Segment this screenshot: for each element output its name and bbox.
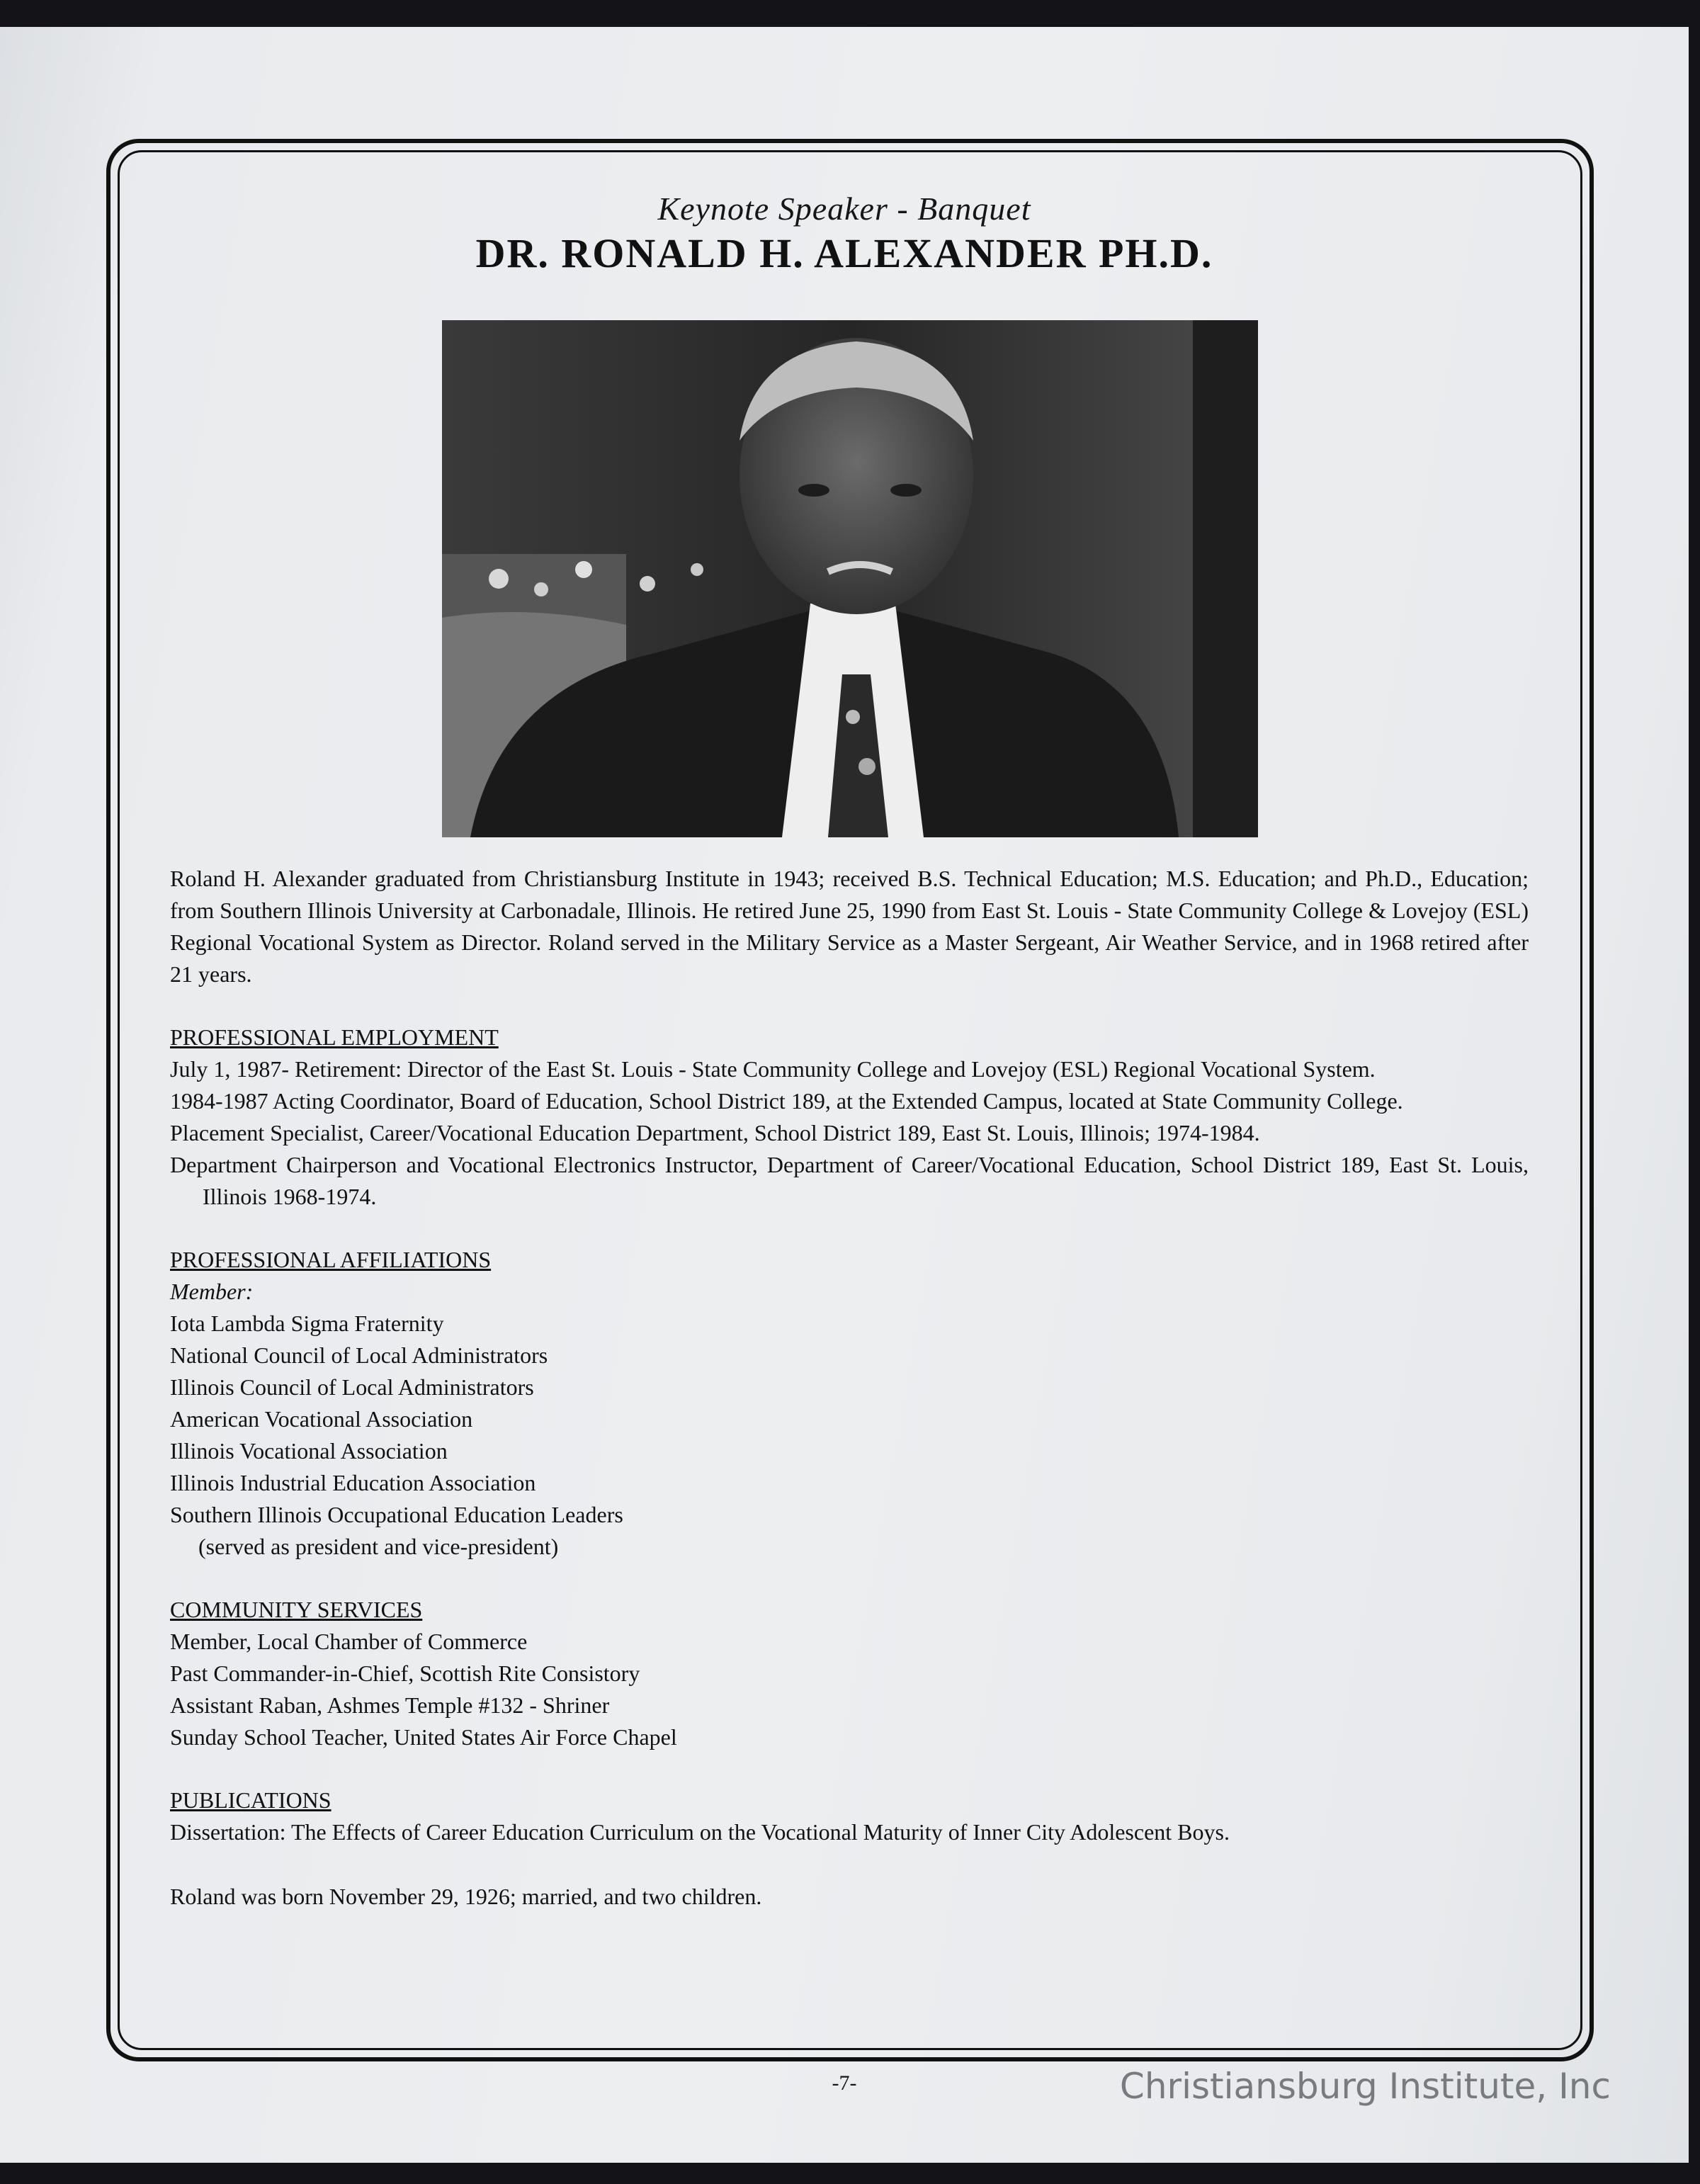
- biography-content: [170, 863, 1529, 1913]
- employment-entry: 1984-1987 Acting Coordinator, Board of Education, School District 189, at the Extended Campus, located at State Community College.: [170, 1088, 1403, 1114]
- member-label: Member:: [170, 1279, 254, 1304]
- page-subtitle: Keynote Speaker - Banquet: [657, 191, 1031, 227]
- employment-heading: PROFESSIONAL EMPLOYMENT: [170, 1024, 499, 1050]
- affiliation-item: Illinois Industrial Education Association: [170, 1470, 536, 1495]
- community-heading: COMMUNITY SERVICES: [170, 1597, 423, 1622]
- community-item: Assistant Raban, Ashmes Temple #132 - Shriner: [170, 1692, 610, 1718]
- publications-heading: PUBLICATIONS: [170, 1787, 332, 1813]
- affiliation-item: American Vocational Association: [170, 1406, 473, 1432]
- community-item: Sunday School Teacher, United States Air Force Chapel: [170, 1724, 677, 1750]
- dissertation-text: Dissertation: The Effects of Career Education Curriculum on the Vocational Maturity of Inner City Adolescent Boys.: [170, 1819, 1230, 1845]
- affiliation-item: Southern Illinois Occupational Education Leaders: [170, 1502, 623, 1527]
- affiliation-item: National Council of Local Administrators: [170, 1342, 548, 1368]
- brochure-page: [0, 27, 1689, 2163]
- affiliations-heading: PROFESSIONAL AFFILIATIONS: [170, 1247, 492, 1272]
- affiliation-item: Illinois Vocational Association: [170, 1438, 448, 1464]
- page-title: DR. RONALD H. ALEXANDER PH.D.: [475, 230, 1213, 276]
- watermark-text: Christiansburg Institute, Inc: [1119, 2066, 1611, 2107]
- affiliation-note: (served as president and vice-president): [198, 1534, 559, 1559]
- affiliation-item: Iota Lambda Sigma Fraternity: [170, 1311, 444, 1336]
- affiliation-item: Illinois Council of Local Administrators: [170, 1374, 534, 1400]
- employment-entry: Department Chairperson and Vocational Electronics Instructor, Department of Career/Vocational Education, School District 189, East St. Louis, Illinois 1968-1974.: [170, 1152, 1529, 1209]
- intro-paragraph: Roland H. Alexander graduated from Christiansburg Institute in 1943; received B.S. Technical Education; M.S. Education; and Ph.D., Education; from Southern Illinois University at Carbonadale, Illinois. He retired June 25, 1990 from East St. Louis - State Community College & Lovejoy (ESL) Regional Vocational System as Director. Roland served in the Military Service as a Master Sergeant, Air Weather Service, and in 1968 retired after 21 years.: [170, 866, 1529, 987]
- portrait-illustration: [442, 320, 1258, 837]
- employment-entry: July 1, 1987- Retirement: Director of the East St. Louis - State Community College and Lovejoy (ESL) Regional Vocational System.: [170, 1056, 1376, 1082]
- page-number: -7-: [832, 2071, 857, 2095]
- employment-entry: Placement Specialist, Career/Vocational Education Department, School District 189, East St. Louis, Illinois; 1974-1984.: [170, 1120, 1260, 1145]
- community-item: Past Commander-in-Chief, Scottish Rite Consistory: [170, 1660, 640, 1686]
- closing-statement: Roland was born November 29, 1926; married, and two children.: [170, 1884, 762, 1909]
- speaker-portrait-photo: [442, 320, 1258, 837]
- community-item: Member, Local Chamber of Commerce: [170, 1629, 528, 1654]
